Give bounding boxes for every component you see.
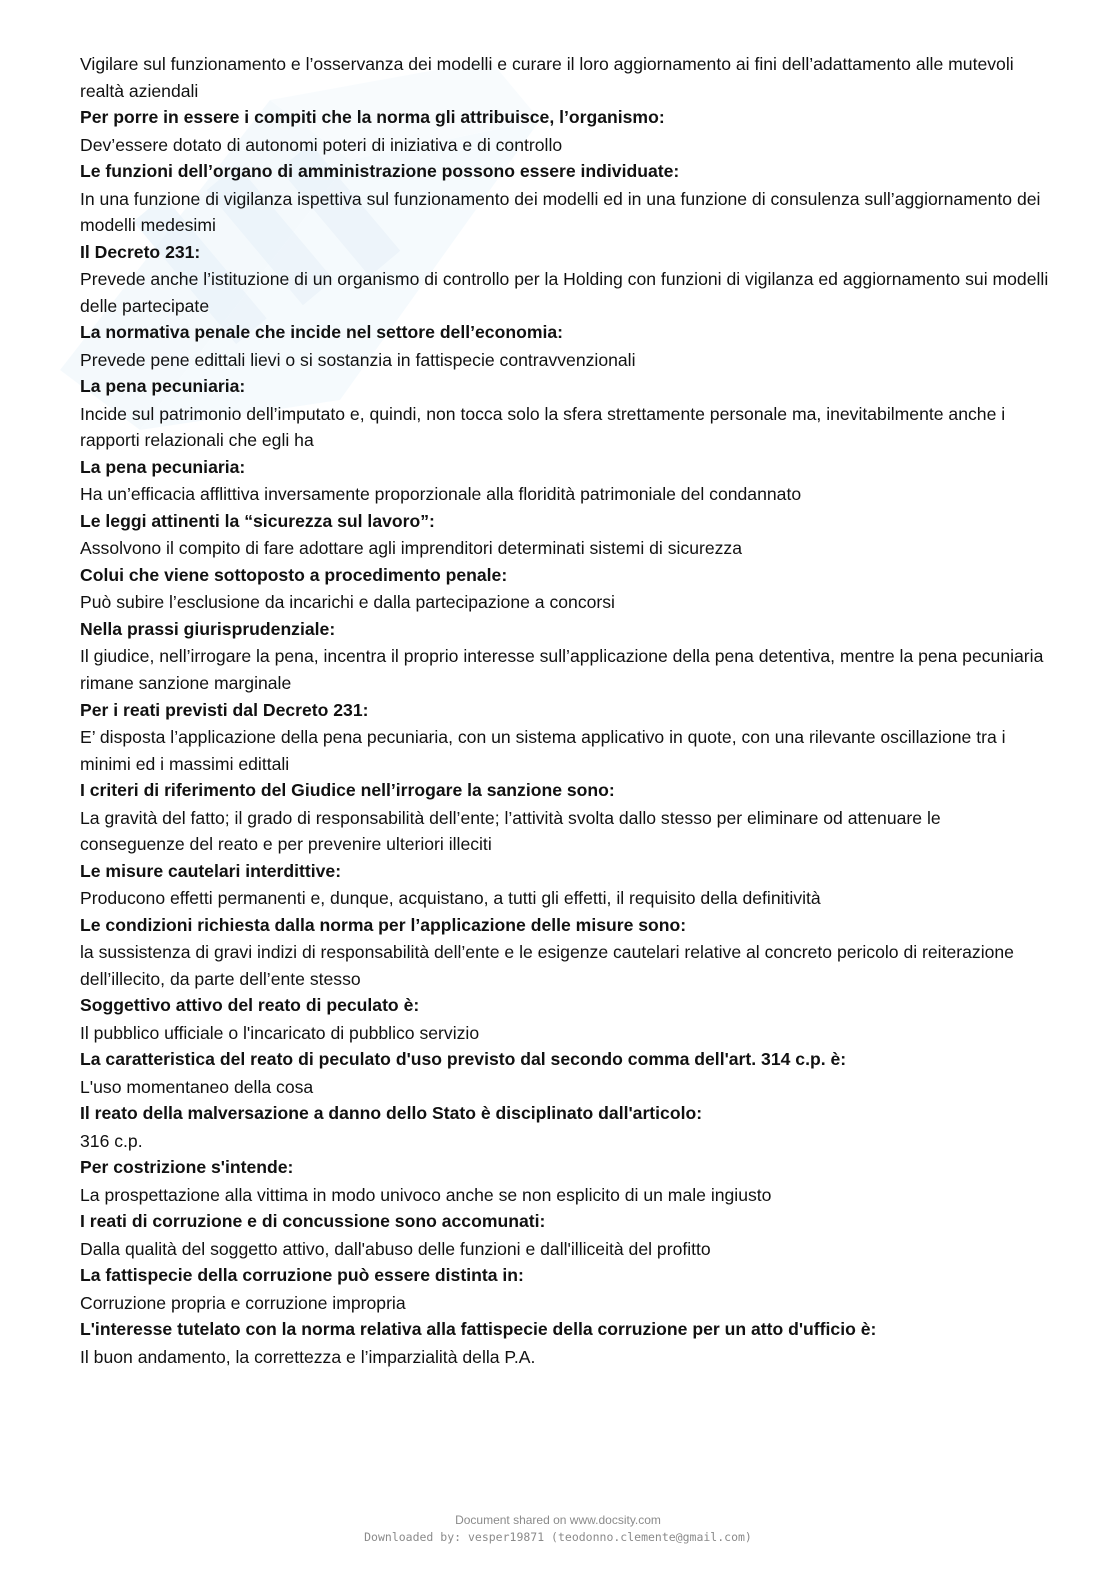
answer-text: La gravità del fatto; il grado di responsabilità dell’ente; l’attività svolta dallo stesso per eliminare od attenuare le conseguenze del reato e per prevenire ulteriori illeciti [80, 807, 941, 855]
question-heading: La fattispecie della corruzione può essere distinta in: [80, 1265, 524, 1286]
answer-text: La prospettazione alla vittima in modo univoco anche se non esplicito di un male ingiusto [80, 1184, 772, 1205]
answer-text: Dev’essere dotato di autonomi poteri di iniziativa e di controllo [80, 134, 563, 155]
question-heading: Le misure cautelari interdittive: [80, 860, 342, 881]
footer-download-notice: Downloaded by: vesper19871 (teodonno.clemente@gmail.com) [364, 1530, 752, 1544]
answer-text: Vigilare sul funzionamento e l’osservanza dei modelli e curare il loro aggiornamento ai fini dell’adattamento alle mutevoli realtà aziendali [80, 54, 1014, 101]
answer-text: L'uso momentaneo della cosa [80, 1076, 314, 1097]
answer-text: Dalla qualità del soggetto attivo, dall'abuso delle funzioni e dall'illiceità del profitto [80, 1238, 711, 1259]
question-heading: Per costrizione s'intende: [80, 1157, 294, 1178]
question-heading: Le condizioni richiesta dalla norma per l’applicazione delle misure sono: [80, 914, 687, 935]
question-heading: Le leggi attinenti la “sicurezza sul lavoro”: [80, 510, 435, 531]
answer-text: Il giudice, nell’irrogare la pena, incentra il proprio interesse sull’applicazione della pena detentiva, mentre la pena pecuniaria rimane sanzione marginale [80, 646, 1044, 693]
answer-text: E’ disposta l’applicazione della pena pecuniaria, con un sistema applicativo in quote, con una rilevante oscillazione tra i minimi ed i massimi edittali [80, 726, 1006, 774]
question-heading: La normativa penale che incide nel settore dell’economia: [80, 322, 563, 343]
answer-text: Il buon andamento, la correttezza e l’imparzialità della P.A. [80, 1346, 536, 1367]
question-heading: La pena pecuniaria: [80, 376, 246, 397]
answer-text: 316 c.p. [80, 1130, 143, 1151]
answer-text: Incide sul patrimonio dell’imputato e, quindi, non tocca solo la sfera strettamente personale ma, inevitabilmente anche i rapporti relazionali che egli ha [80, 403, 1006, 451]
question-heading: La pena pecuniaria: [80, 456, 246, 477]
question-heading: La caratteristica del reato di peculato d'uso previsto dal secondo comma dell'art. 314 c.p. è: [80, 1049, 847, 1070]
answer-text: Producono effetti permanenti e, dunque, acquistano, a tutti gli effetti, il requisito della definitività [80, 888, 821, 909]
answer-text: Ha un’efficacia afflittiva inversamente proporzionale alla floridità patrimoniale del condannato [80, 484, 802, 505]
answer-text: la sussistenza di gravi indizi di responsabilità dell’ente e le esigenze cautelari relative al concreto pericolo di reiterazione dell’illecito, da parte dell’ente stesso [80, 942, 1014, 989]
answer-text: Assolvono il compito di fare adottare agli imprenditori determinati sistemi di sicurezza [80, 538, 743, 559]
answer-text: Prevede anche l’istituzione di un organismo di controllo per la Holding con funzioni di vigilanza ed aggiornamento sui modelli delle partecipate [80, 269, 1049, 316]
answer-text: Può subire l’esclusione da incarichi e dalla partecipazione a concorsi [80, 592, 615, 613]
question-heading: I reati di corruzione e di concussione sono accomunati: [80, 1211, 546, 1232]
answer-text: Il pubblico ufficiale o l'incaricato di pubblico servizio [80, 1022, 480, 1043]
question-heading: Le funzioni dell’organo di amministrazione possono essere individuate: [80, 161, 680, 182]
question-heading: Nella prassi giurisprudenziale: [80, 618, 336, 639]
question-heading: Soggettivo attivo del reato di peculato è: [80, 995, 420, 1016]
question-heading: L'interesse tutelato con la norma relativa alla fattispecie della corruzione per un atto d'ufficio è: [80, 1319, 877, 1340]
question-heading: Per porre in essere i compiti che la norma gli attribuisce, l’organismo: [80, 107, 665, 128]
footer-shared-notice: Document shared on www.docsity.com [455, 1513, 661, 1527]
question-heading: I criteri di riferimento del Giudice nell’irrogare la sanzione sono: [80, 780, 615, 801]
qa-list [80, 51, 1050, 1370]
answer-text: Corruzione propria e corruzione impropria [80, 1292, 406, 1313]
question-heading: Il Decreto 231: [80, 241, 201, 262]
answer-text: Prevede pene edittali lievi o si sostanzia in fattispecie contravvenzionali [80, 349, 636, 370]
question-heading: Colui che viene sottoposto a procedimento penale: [80, 564, 508, 585]
answer-text: In una funzione di vigilanza ispettiva sul funzionamento dei modelli ed in una funzione di consulenza sull’aggiornamento dei modelli medesimi [80, 188, 1041, 236]
question-heading: Per i reati previsti dal Decreto 231: [80, 699, 369, 720]
question-heading: Il reato della malversazione a danno dello Stato è disciplinato dall'articolo: [80, 1103, 703, 1124]
